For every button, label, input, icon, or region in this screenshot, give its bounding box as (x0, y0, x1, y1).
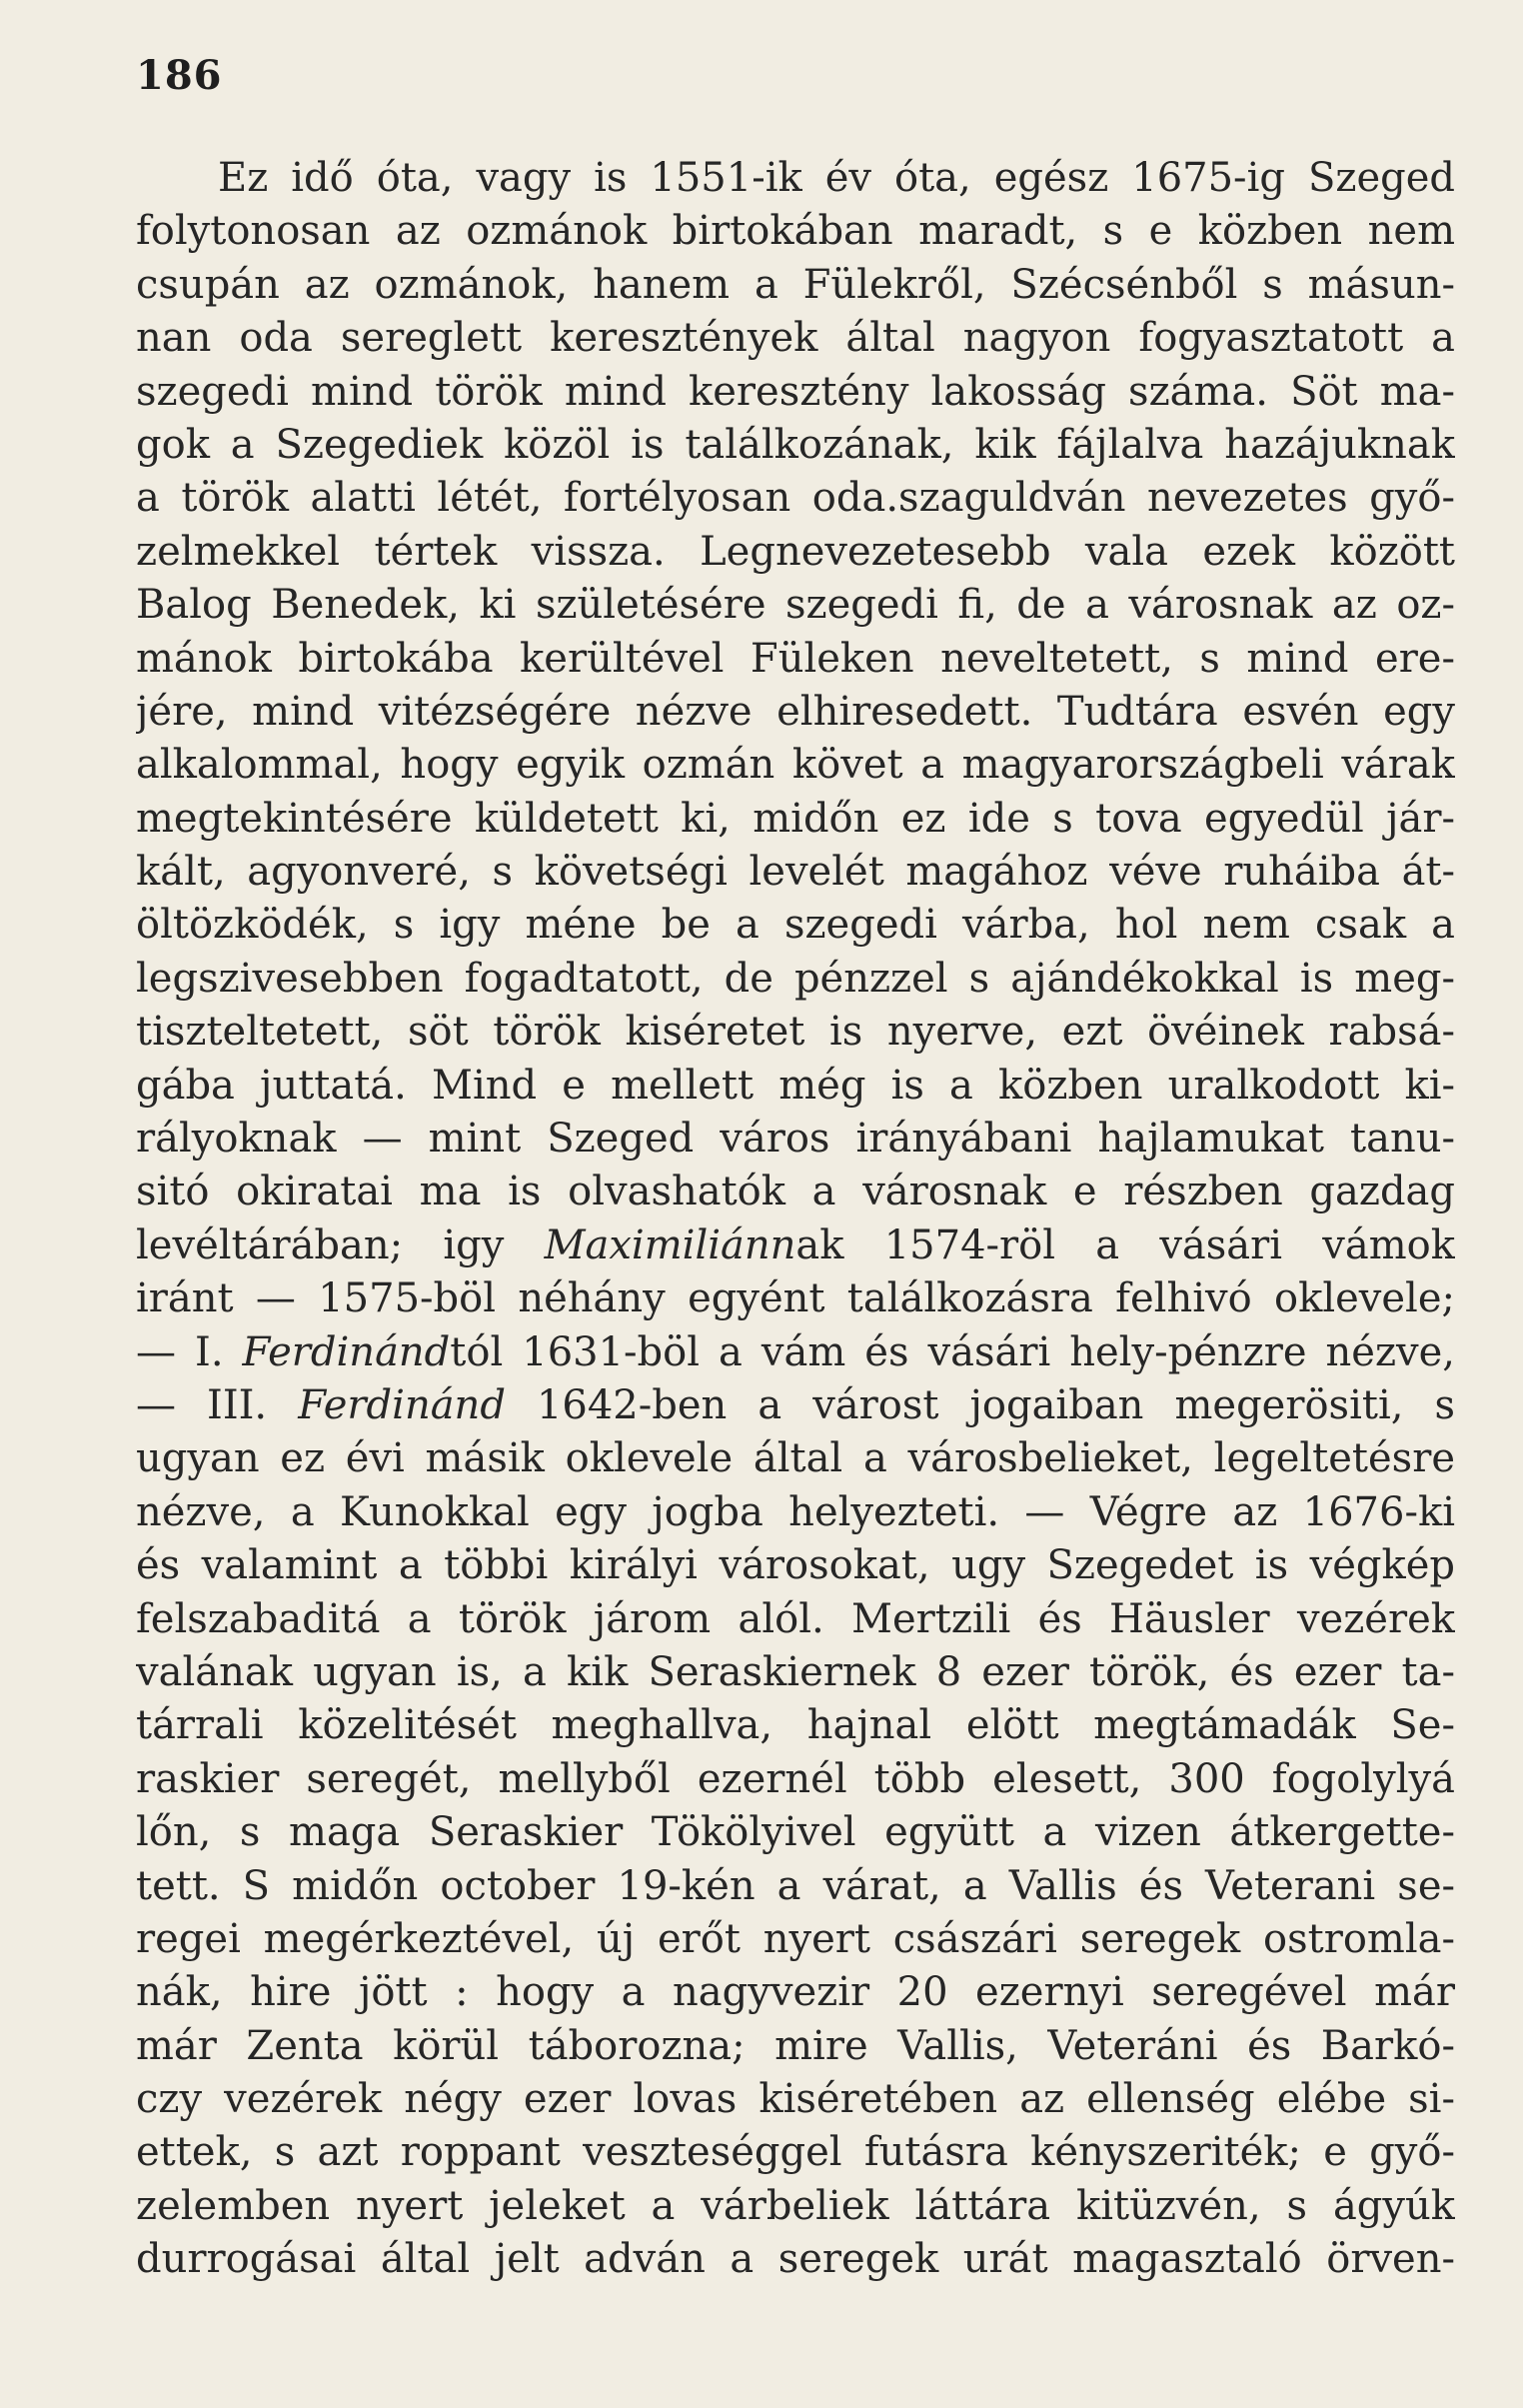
text-line (136, 2073, 1455, 2126)
text-line (136, 1646, 1455, 1699)
text-line (136, 312, 1455, 365)
text-line (136, 793, 1455, 846)
text-run: gok a Szegediek közöl is találkozának, kik fájlalva hazájuknak (136, 421, 1455, 468)
text-line (136, 899, 1455, 952)
text-run: gába juttatá. Mind e mellett még is a közben uralkodott ki- (136, 1062, 1455, 1109)
text-run: — I. (136, 1328, 243, 1375)
text-run: mánok birtokába kerültével Füleken neveltetett, s mind ere- (136, 635, 1455, 682)
text-run: megtekintésére küldetett ki, midőn ez ide s tova egyedül jár- (136, 795, 1455, 842)
text-line (136, 1113, 1455, 1166)
text-run: csupán az ozmánok, hanem a Fülekről, Szécsénből s másun- (136, 261, 1455, 308)
page-number: 186 (136, 52, 223, 99)
text-run: ugyan ez évi másik oklevele által a városbelieket, legeltetésre (136, 1435, 1455, 1482)
text-run: alkalommal, hogy egyik ozmán követ a magyarországbeli várak (136, 742, 1455, 789)
text-line (136, 1753, 1455, 1806)
text-line (136, 2180, 1455, 2233)
text-run: Ez idő óta, vagy is 1551-ik év óta, egész 1675-ig Szeged (218, 155, 1455, 201)
text-line (136, 205, 1455, 258)
text-line (136, 1593, 1455, 1646)
text-run: kált, agyonveré, s követségi levelét magához véve ruháiba át- (136, 849, 1455, 896)
text-line (136, 953, 1455, 1006)
text-line (136, 1060, 1455, 1113)
text-run: regei megérkeztével, új erőt nyert császári seregek ostromla- (136, 1915, 1455, 1962)
text-run: jére, mind vitézségére nézve elhiresedett. Tudtára esvén egy (136, 688, 1455, 735)
text-line (136, 1539, 1455, 1592)
text-line (136, 1432, 1455, 1485)
italic-name: Ferdinánd (298, 1381, 506, 1428)
text-line (136, 739, 1455, 792)
text-line (136, 1272, 1455, 1325)
italic-name: Ferdinánd (242, 1328, 451, 1375)
text-run: nézve, a Kunokkal egy jogba helyezteti. — Végre az 1676-ki (136, 1488, 1455, 1535)
text-run: raskier seregét, mellyből ezernél több elesett, 300 fogolylyá (136, 1755, 1455, 1802)
text-line (136, 1166, 1455, 1218)
italic-name: Maximiliánn (544, 1221, 796, 1268)
text-line (136, 472, 1455, 525)
text-line (136, 1326, 1455, 1379)
text-line (136, 846, 1455, 899)
text-run: már Zenta körül táborozna; mire Vallis, Veteráni és Barkó- (136, 2022, 1455, 2069)
text-line (136, 1006, 1455, 1059)
text-line (136, 1379, 1455, 1432)
text-run: tárrali közelitését meghallva, hajnal elött megtámadák Se- (136, 1702, 1455, 1749)
text-run: nák, hire jött : hogy a nagyvezir 20 ezernyi seregével már (136, 1969, 1455, 2016)
text-run: ak 1574-röl a vásári vámok (795, 1221, 1455, 1268)
text-line (136, 1966, 1455, 2019)
text-line (136, 2233, 1455, 2286)
text-line (136, 1699, 1455, 1752)
text-line (136, 633, 1455, 686)
text-run: lőn, s maga Seraskier Tökölyivel együtt a vizen átkergette- (136, 1809, 1455, 1856)
text-line (136, 1219, 1455, 1272)
text-run: Balog Benedek, ki születésére szegedi fi, de a városnak az oz- (136, 582, 1455, 629)
body-paragraph (136, 152, 1455, 2287)
text-run: rályoknak — mint Szeged város irányábani hajlamukat tanu- (136, 1116, 1455, 1163)
text-run: tól 1631-böl a vám és vásári hely-pénzre nézve, (450, 1328, 1455, 1375)
text-run: zelmekkel tértek vissza. Legnevezetesebb vala ezek között (136, 528, 1455, 575)
text-run: levéltárában; igy (136, 1221, 545, 1268)
text-run: czy vezérek négy ezer lovas kiséretében az ellenség elébe si- (136, 2076, 1455, 2123)
text-run: öltözködék, s igy méne be a szegedi várba, hol nem csak a (136, 902, 1455, 949)
text-line (136, 366, 1455, 419)
text-run: zelemben nyert jeleket a várbeliek láttára kitüzvén, s ágyúk (136, 2182, 1455, 2229)
text-run: legszivesebben fogadtatott, de pénzzel s ajándékokkal is meg- (136, 955, 1455, 1002)
text-line (136, 579, 1455, 632)
text-line (136, 152, 1455, 205)
text-run: ettek, s azt roppant veszteséggel futásra kényszeriték; e győ- (136, 2129, 1455, 2176)
text-line (136, 1913, 1455, 1966)
text-run: tiszteltetett, söt török kiséretet is nyerve, ezt övéinek rabsá- (136, 1009, 1455, 1056)
text-line (136, 2020, 1455, 2073)
text-line (136, 2126, 1455, 2179)
text-run: 1642-ben a várost jogaiban megerösiti, s (505, 1381, 1455, 1428)
text-run: felszabaditá a török járom alól. Mertzili és Häusler vezérek (136, 1595, 1455, 1642)
text-line (136, 686, 1455, 739)
text-run: és valamint a többi királyi városokat, ugy Szegedet is végkép (136, 1542, 1455, 1589)
text-run: tett. S midőn october 19-kén a várat, a Vallis és Veterani se- (136, 1862, 1455, 1909)
text-line (136, 259, 1455, 312)
text-run: — III. (136, 1381, 299, 1428)
text-run: nan oda sereglett keresztények által nagyon fogyasztatott a (136, 315, 1455, 362)
text-line (136, 1860, 1455, 1913)
text-run: szegedi mind török mind keresztény lakosság száma. Söt ma- (136, 368, 1455, 415)
text-run: iránt — 1575-böl néhány egyént találkozásra felhivó oklevele; (136, 1275, 1455, 1322)
text-run: valának ugyan is, a kik Seraskiernek 8 ezer török, és ezer ta- (136, 1648, 1455, 1695)
text-line (136, 1806, 1455, 1859)
text-run: sitó okiratai ma is olvashatók a városnak e részben gazdag (136, 1169, 1455, 1215)
text-run: folytonosan az ozmánok birtokában maradt, s e közben nem (136, 208, 1455, 255)
text-run: a török alatti létét, fortélyosan oda.szaguldván nevezetes győ- (136, 475, 1455, 522)
text-line (136, 1486, 1455, 1539)
text-line (136, 526, 1455, 579)
text-run: durrogásai által jelt adván a seregek urát magasztaló örven- (136, 2236, 1455, 2283)
text-line (136, 419, 1455, 472)
